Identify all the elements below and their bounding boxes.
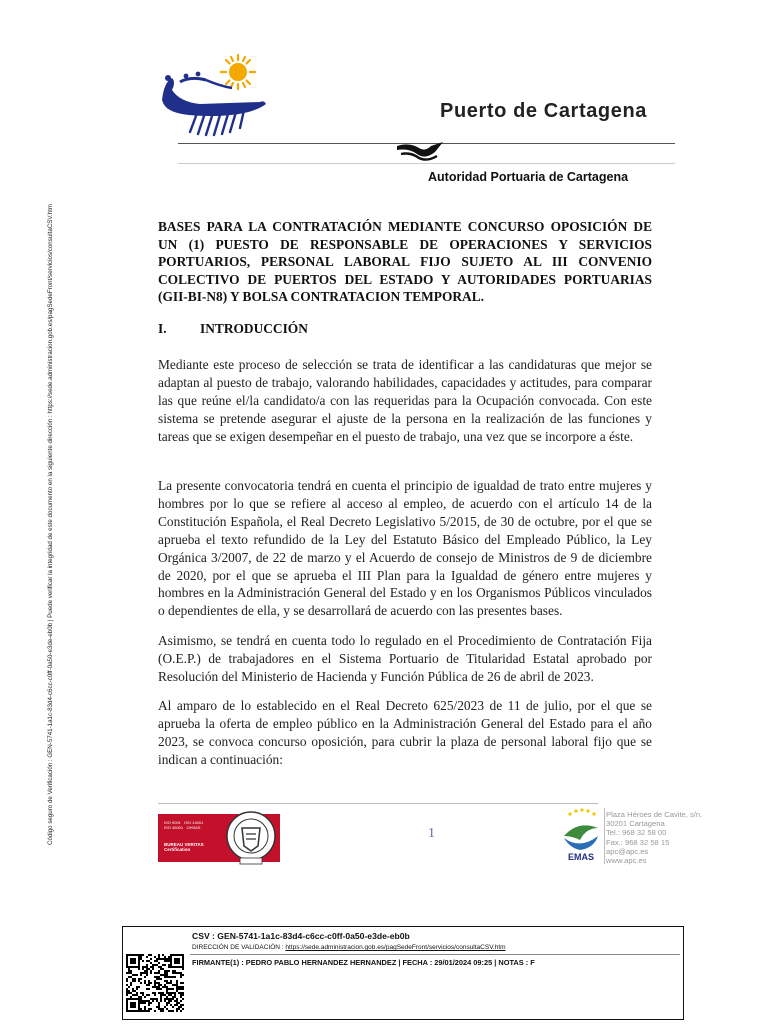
address-website: www.apc.es [606, 856, 647, 866]
paragraph-4: Al amparo de lo establecido en el Real Decreto 625/2023 de 11 de julio, por el que se aprueba la oferta de empleo público en la Administración General del Estado para el año 2023, se convoca concurso oposición, para cubrir la plaza de personal laboral fijo que se indican a continuación: [158, 698, 652, 767]
address-phone: Tel.: 968 32 58 00 [606, 828, 667, 838]
verification-side-note [47, 85, 59, 845]
address-line: Plaza Héroes de Cavite, s/n. [606, 810, 703, 819]
paragraph-3: Asimismo, se tendrá en cuenta todo lo regulado en el Procedimiento de Contratación Fija (O.E.P.) de trabajadores en el Sistema Portuario de Titularidad Estatal aprobado por Resolución del Ministerio de Hacienda y Función Pública de 26 de abril de 2023. [158, 633, 652, 684]
emas-label: EMAS [567, 852, 595, 862]
certification-org: BUREAU VERITAS Certification [164, 842, 204, 852]
section-number: I. [158, 321, 167, 336]
csv-validation-label: DIRECCIÓN DE VALIDACIÓN : [192, 944, 286, 951]
paragraph-1: Mediante este proceso de selección se trata de identificar a las candidaturas que mejor se adaptan al puesto de trabajo, valorando habilidades, capacidades y actitudes, para comparar las que reúne el/la candidato/a con las requeridas para la Ocupación convocada. Con este sistema se pretende asegurar el ajuste de la persona en la realización de las funciones y tareas que se exigen desempeñar en el puesto de trabajo, una vez que se incorpore a éste. [158, 357, 652, 444]
port-logo-icon [160, 52, 270, 142]
csv-signer: FIRMANTE(1) : PEDRO PABLO HERNANDEZ HERNANDEZ | FECHA : 29/01/2024 09:25 | NOTAS : F [192, 958, 535, 967]
section-title: INTRODUCCIÓN [200, 321, 308, 336]
organization-title: Puerto de Cartagena [440, 100, 648, 122]
page-number: 1 [428, 826, 435, 841]
section-heading [158, 321, 308, 337]
csv-code: CSV : GEN-5741-1a1c-83d4-c6cc-c0ff-0a50-e3de-eb0b [192, 931, 410, 941]
certification-standards: ISO 9001 ISO 14001 ISO 45001 OHSAS [164, 820, 204, 830]
sun-icon [221, 55, 255, 89]
contact-address [606, 810, 702, 865]
address-divider [604, 808, 605, 864]
galley-ship-icon [162, 72, 266, 135]
side-note-text: Código seguro de Verificación : GEN-5741-1a1c-83d4-c6cc-c0ff-0a50-e3de-eb0b | Puede verificar la integridad de este documento en la siguiente dirección : https://sede.administracion.gob.es/pagSedeFront/servicios/consultaCSV.htm [47, 203, 54, 845]
address-email: apc@apc.es [606, 846, 649, 856]
csv-validation-link[interactable]: https://sede.administracion.gob.es/pagSedeFront/servicios/consultaCSV.htm [285, 944, 506, 951]
emas-logo-icon [558, 806, 604, 866]
csv-rule [190, 954, 680, 955]
paragraph-2: La presente convocatoria tendrá en cuenta el principio de igualdad de trato entre mujeres y hombres por lo que se refiere al acceso al empleo, de acuerdo con el artículo 14 de la Constitución Española, el Real Decreto Legislativo 5/2015, de 30 de octubre, por el que se aprueba el texto refundido de la Ley del Estatuto Básico del Empleado Público, la Ley Orgánica 3/2007, de 22 de marzo y el Acuerdo de consejo de Ministros de 9 de diciembre de 2020, por el que se aprueba el III Plan para la Igualdad de género entre mujeres y hombres en la Administración General del Estado y en los Organismos Públicos vinculados o dependientes de ella, y se desarrollará de acuerdo con las presentes bases. [158, 478, 652, 619]
csv-validation [192, 944, 506, 951]
organization-subtitle: Autoridad Portuaria de Cartagena [428, 170, 629, 184]
document-heading: BASES PARA LA CONTRATACIÓN MEDIANTE CONCURSO OPOSICIÓN DE UN (1) PUESTO DE RESPONSABLE DE OPERACIONES Y SERVICIOS PORTUARIOS, PERSONAL LABORAL FIJO SUJETO AL III CONVENIO COLECTIVO DE PUERTOS DEL ESTADO Y AUTORIDADES PORTUARIAS (GII-BI-N8) Y BOLSA CONTRATACION TEMPORAL. [158, 219, 652, 305]
address-fax: Fax.: 968 32 58 15 [606, 837, 670, 847]
qr-code-icon[interactable] [126, 954, 184, 1012]
footer-rule [158, 803, 598, 804]
bureau-veritas-seal-icon [222, 806, 280, 868]
address-line: 30201 Cartagena [606, 819, 665, 829]
wave-mark-icon [395, 138, 445, 166]
certification-badge [158, 814, 222, 862]
